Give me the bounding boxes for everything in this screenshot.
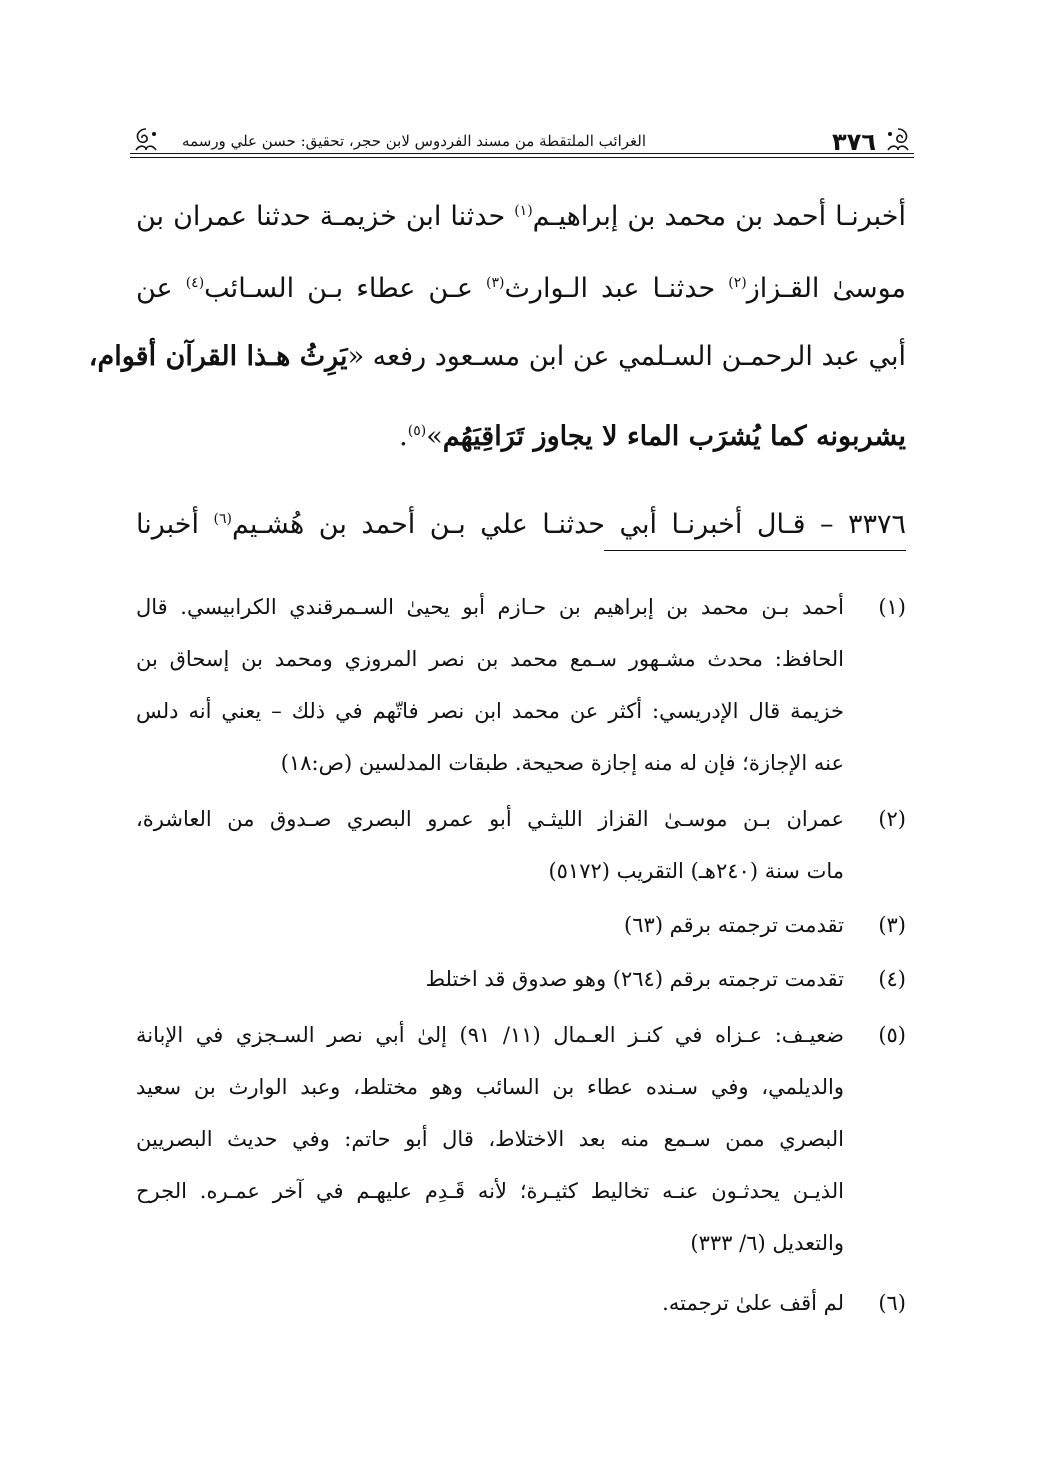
footnote-number: (٦) <box>878 1291 906 1315</box>
page-number: ٣٧٦ <box>832 128 876 156</box>
running-title: الغرائب الملتقطة من مسند الفردوس لابن حجر، تحقيق: حسن علي ورسمه <box>182 132 646 150</box>
footnote-ref[interactable]: (٤) <box>185 275 205 291</box>
footnote-ref[interactable]: (١) <box>514 203 533 219</box>
ornament-right-icon <box>882 126 914 154</box>
footnote-number: (٣) <box>878 913 906 937</box>
footnote-number: (٥) <box>878 1023 906 1047</box>
hadith-text: يشربونه كما يُشرَب الماء لا يجاوز تَرَاقِيَهُم <box>442 421 906 452</box>
footnote-ref[interactable]: (٢) <box>728 275 747 291</box>
footnote-ref[interactable]: (٦) <box>213 511 232 527</box>
footnote-number: (٢) <box>878 807 906 831</box>
text-line: أبي عبد الرحمـن السـلمي عن ابن مسـعود رفعه «يَرِثُ هـذا القرآن أقوام، <box>88 341 906 372</box>
footnote-number: (١) <box>878 595 906 619</box>
footnote-ref[interactable]: (٥) <box>407 423 427 439</box>
footnote-separator <box>604 550 906 551</box>
text-line: ٣٣٧٦ – قـال أخبرنـا أبي حدثنـا علي بـن أحمد بن هُشـيم$^{(٦)}$ أخبرنا <box>136 509 906 540</box>
header-rule <box>130 153 914 154</box>
text-line: أخبرنـا أحمد بن محمد بن إبراهيـم$^{(١)}$ حدثنا ابن خزيمـة حدثنا عمران بن <box>136 201 907 232</box>
footnote-ref[interactable]: (٣) <box>486 275 505 291</box>
hadith-text: يَرِثُ هـذا القرآن أقوام، <box>88 341 348 372</box>
text-line: يشربونه كما يُشرَب الماء لا يجاوز تَرَاقِيَهُم»$^{(٥)}$. <box>399 421 906 452</box>
document-page: ٣٧٦ الغرائب الملتقطة من مسند الفردوس لابن حجر، تحقيق: حسن علي ورسمه أخبرنـا أحمد بن محمد بن إبراهيـم$^{(١)}$ حدثنا ابن خزيمـة حدثنا عمران بن موسىٰ القـزاز$^{(٢)}$ حدثنـا عبد الـوارث$^{(٣)}$ عـن عطاء بـن السـائب$^{(٤)}$ عن أبي عبد الرحمـن السـلمي عن ابن مسـعود رفعه «يَرِثُ هـذا القرآن أقوام، يشربونه كما يُشرَب الماء لا يجاوز تَرَاقِيَهُم»$^{(٥)}$. ٣٣٧٦ – قـال أخبرنـا أبي حدثنـا علي بـن أحمد بن هُشـيم$^{(٦)}$ أخبرنا (١) أحمد بـن محمد بن إبراهيم بن حـازم أبو يحيىٰ السـمرقندي الكرابيسي. قال الحافظ: محدث مشـهور سـمع محمد بن نصر المروزي ومحمد بن إسحاق بن خزيمة قال الإدريسي: أكثر عن محمد ابن نصر فاتّهم في ذلك – يعني أنه دلس عنه الإجازة؛ فإن له منه إجازة صحيحة. طبقات المدلسين (ص:١٨) (٢) عمران بـن موسـىٰ القزاز الليثـي أبو عمرو البصري صـدوق من العاشرة، مات سنة (٢٤٠هـ) التقريب (٥١٧٢) (٣) تقدمت ترجمته برقم (٦٣) (٤) تقدمت ترجمته برقم (٢٦٤) وهو صدوق قد اختلط (٥) ضعيـف: عـزاه في كنـز العـمال (١١/ ٩١) إلىٰ أبي نصر السـجزي في الإبانة والديلمي، وفي سـنده عطاء بن السائب وهو مختلط، وعبد الوارث بن سعيد البصري ممن سـمع منه بعد الاختلاط، قال أبو حاتم: وفي حديث البصريين الذيـن يحدثـون عنـه تخاليط كثيـرة؛ لأنه قَـدِم عليهـم في آخر عمـره. الجرح والتعديل (٦/ ٣٣٣) (٦) لم أقف علىٰ ترجمته. <box>0 0 1040 1477</box>
text-line: موسىٰ القـزاز$^{(٢)}$ حدثنـا عبد الـوارث$^{(٣)}$ عـن عطاء بـن السـائب$^{(٤)}$ عن <box>136 273 906 304</box>
running-header <box>130 124 914 160</box>
ornament-left-icon <box>130 126 162 154</box>
header-rule <box>130 157 914 158</box>
footnote-number: (٤) <box>878 967 906 991</box>
